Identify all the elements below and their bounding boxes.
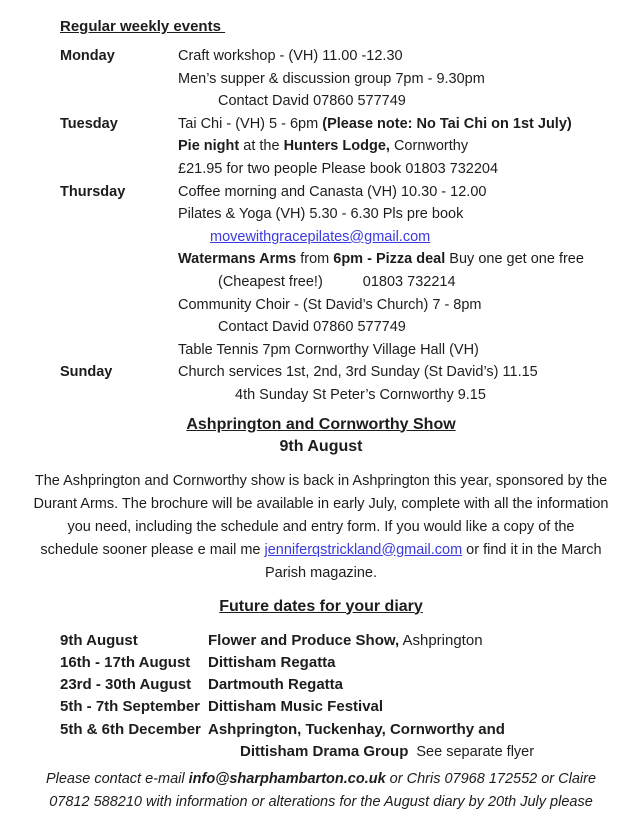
email-link-movewithgracepilates[interactable]: movewithgracepilates@gmail.com xyxy=(210,228,431,245)
weekly-row xyxy=(60,135,642,158)
weekly-row xyxy=(60,294,642,317)
day-label xyxy=(60,294,178,317)
footer-email: info@sharphambarton.co.uk xyxy=(188,771,386,788)
weekly-row xyxy=(60,158,642,181)
future-date-row xyxy=(60,652,642,674)
future-date-row xyxy=(60,674,642,696)
future-event: Dittisham Music Festival xyxy=(208,698,384,716)
paragraph-line xyxy=(0,539,642,562)
event-text-segment: Buy one get one free xyxy=(445,251,584,268)
day-label-thursday: Thursday xyxy=(60,183,126,200)
future-dates-heading xyxy=(0,595,642,618)
event-text: Men’s supper & discussion group 7pm - 9.30pm xyxy=(178,70,485,87)
day-label-tuesday: Tuesday xyxy=(60,115,118,132)
weekly-row-thursday xyxy=(60,181,642,204)
event-text: Table Tennis 7pm Cornworthy Village Hall (VH) xyxy=(178,341,479,358)
day-label xyxy=(60,316,178,339)
future-date: 9th August xyxy=(60,631,138,649)
event-text-segment-bold: Hunters Lodge, xyxy=(283,138,390,155)
show-date: 9th August xyxy=(279,438,363,455)
event-text xyxy=(178,226,430,249)
day-label-sunday: Sunday xyxy=(60,364,113,381)
event-text-segment-bold: Pie night xyxy=(178,138,240,155)
footer-segment: or Chris 07968 172552 or Claire xyxy=(385,771,597,788)
footer-line: 07812 588210 with information or alterations for the August diary by 20th July please xyxy=(49,794,593,811)
weekly-row-tuesday xyxy=(60,113,642,136)
future-date: 16th - 17th August xyxy=(60,653,191,671)
future-date-row-continuation xyxy=(60,741,642,763)
event-text-contact: Contact David 07860 577749 xyxy=(218,93,406,110)
event-text-segment: from xyxy=(296,251,334,268)
future-event-bold: Flower and Produce Show, xyxy=(208,631,400,649)
weekly-row xyxy=(60,339,642,362)
weekly-events-heading: Regular weekly events xyxy=(60,18,226,35)
future-date-row xyxy=(60,719,642,741)
event-text-segment: (Cheapest free!) xyxy=(218,273,323,290)
weekly-row xyxy=(60,68,642,91)
future-event: Dartmouth Regatta xyxy=(208,676,344,694)
event-text: Pilates & Yoga (VH) 5.30 - 6.30 Pls pre book xyxy=(178,206,464,223)
email-link-jenniferqstrickland[interactable]: jenniferqstrickland@gmail.com xyxy=(264,541,463,558)
event-text: £21.95 for two people Please book 01803 732204 xyxy=(178,160,499,177)
weekly-row xyxy=(60,226,642,249)
weekly-row-sunday xyxy=(60,361,642,384)
weekly-row xyxy=(60,271,642,294)
future-date: 5th - 7th September xyxy=(60,698,201,716)
weekly-row xyxy=(60,203,642,226)
event-text-segment: at the xyxy=(239,138,284,155)
future-event-note: See separate flyer xyxy=(416,743,535,760)
day-label xyxy=(60,158,178,181)
event-text xyxy=(178,135,468,158)
event-text: 4th Sunday St Peter’s Cornworthy 9.15 xyxy=(235,386,486,403)
weekly-row xyxy=(60,248,642,271)
footer-segment: Please contact e-mail xyxy=(45,771,189,788)
future-dates-heading-text: Future dates for your diary xyxy=(219,597,423,615)
paragraph-segment: or find it in the March xyxy=(462,541,602,558)
day-label xyxy=(60,135,178,158)
day-label xyxy=(60,226,178,249)
weekly-row xyxy=(60,90,642,113)
future-event: Ashprington, Tuckenhay, Cornworthy and xyxy=(208,720,505,738)
paragraph-line: The Ashprington and Cornworthy show is back in Ashprington this year, sponsored by the xyxy=(34,472,608,489)
footer xyxy=(0,768,642,814)
day-label xyxy=(60,271,178,294)
future-dates-list xyxy=(0,630,642,764)
paragraph-line: Parish magazine. xyxy=(264,564,378,581)
day-label xyxy=(60,339,178,362)
event-text-segment: Tai Chi - (VH) 5 - 6pm xyxy=(178,115,323,132)
weekly-row xyxy=(60,316,642,339)
future-event xyxy=(208,630,483,652)
day-label xyxy=(60,203,178,226)
show-heading-text: Ashprington and Cornworthy Show xyxy=(186,415,456,433)
day-label-monday: Monday xyxy=(60,48,115,64)
paragraph-line: you need, including the schedule and entry form. If you would like a copy of the xyxy=(67,518,575,535)
day-label xyxy=(60,68,178,91)
future-event-regular: Ashprington xyxy=(399,631,483,649)
event-text-segment-bold: (Please note: No Tai Chi on 1st July) xyxy=(322,115,572,132)
event-text xyxy=(178,271,456,294)
day-label xyxy=(60,384,178,407)
footer-line xyxy=(0,768,642,791)
event-text: Coffee morning and Canasta (VH) 10.30 - 12.00 xyxy=(178,183,487,200)
event-text: Community Choir - (St David’s Church) 7 - 8pm xyxy=(178,296,482,313)
future-date-row xyxy=(60,630,642,652)
weekly-row-monday xyxy=(60,45,642,68)
future-date: 5th & 6th December xyxy=(60,720,201,738)
event-text xyxy=(178,113,572,136)
event-text-segment-bold: Watermans Arms xyxy=(178,251,297,268)
event-text-contact: Contact David 07860 577749 xyxy=(218,319,406,336)
event-text-segment-bold: 6pm - Pizza deal xyxy=(333,251,446,268)
show-paragraph xyxy=(0,470,642,585)
event-text: Craft workshop - (VH) 11.00 -12.30 xyxy=(178,48,403,64)
event-text: Church services 1st, 2nd, 3rd Sunday (St David’s) 11.15 xyxy=(178,364,538,381)
future-event-bold: Dittisham Drama Group xyxy=(240,742,409,760)
future-date-row xyxy=(60,696,642,718)
day-label xyxy=(60,90,178,113)
future-event xyxy=(208,741,534,763)
paragraph-segment: schedule sooner please e mail me xyxy=(40,541,265,558)
day-label xyxy=(60,248,178,271)
event-text xyxy=(178,248,584,271)
future-date: 23rd - 30th August xyxy=(60,676,192,694)
event-text-segment: Cornworthy xyxy=(389,138,469,155)
phone-number: 01803 732214 xyxy=(362,273,456,290)
weekly-row xyxy=(60,384,642,407)
future-event: Dittisham Regatta xyxy=(208,653,336,671)
paragraph-line: Durant Arms. The brochure will be available in early July, complete with all the information xyxy=(33,495,609,512)
show-heading xyxy=(0,414,642,437)
future-date xyxy=(60,741,208,763)
